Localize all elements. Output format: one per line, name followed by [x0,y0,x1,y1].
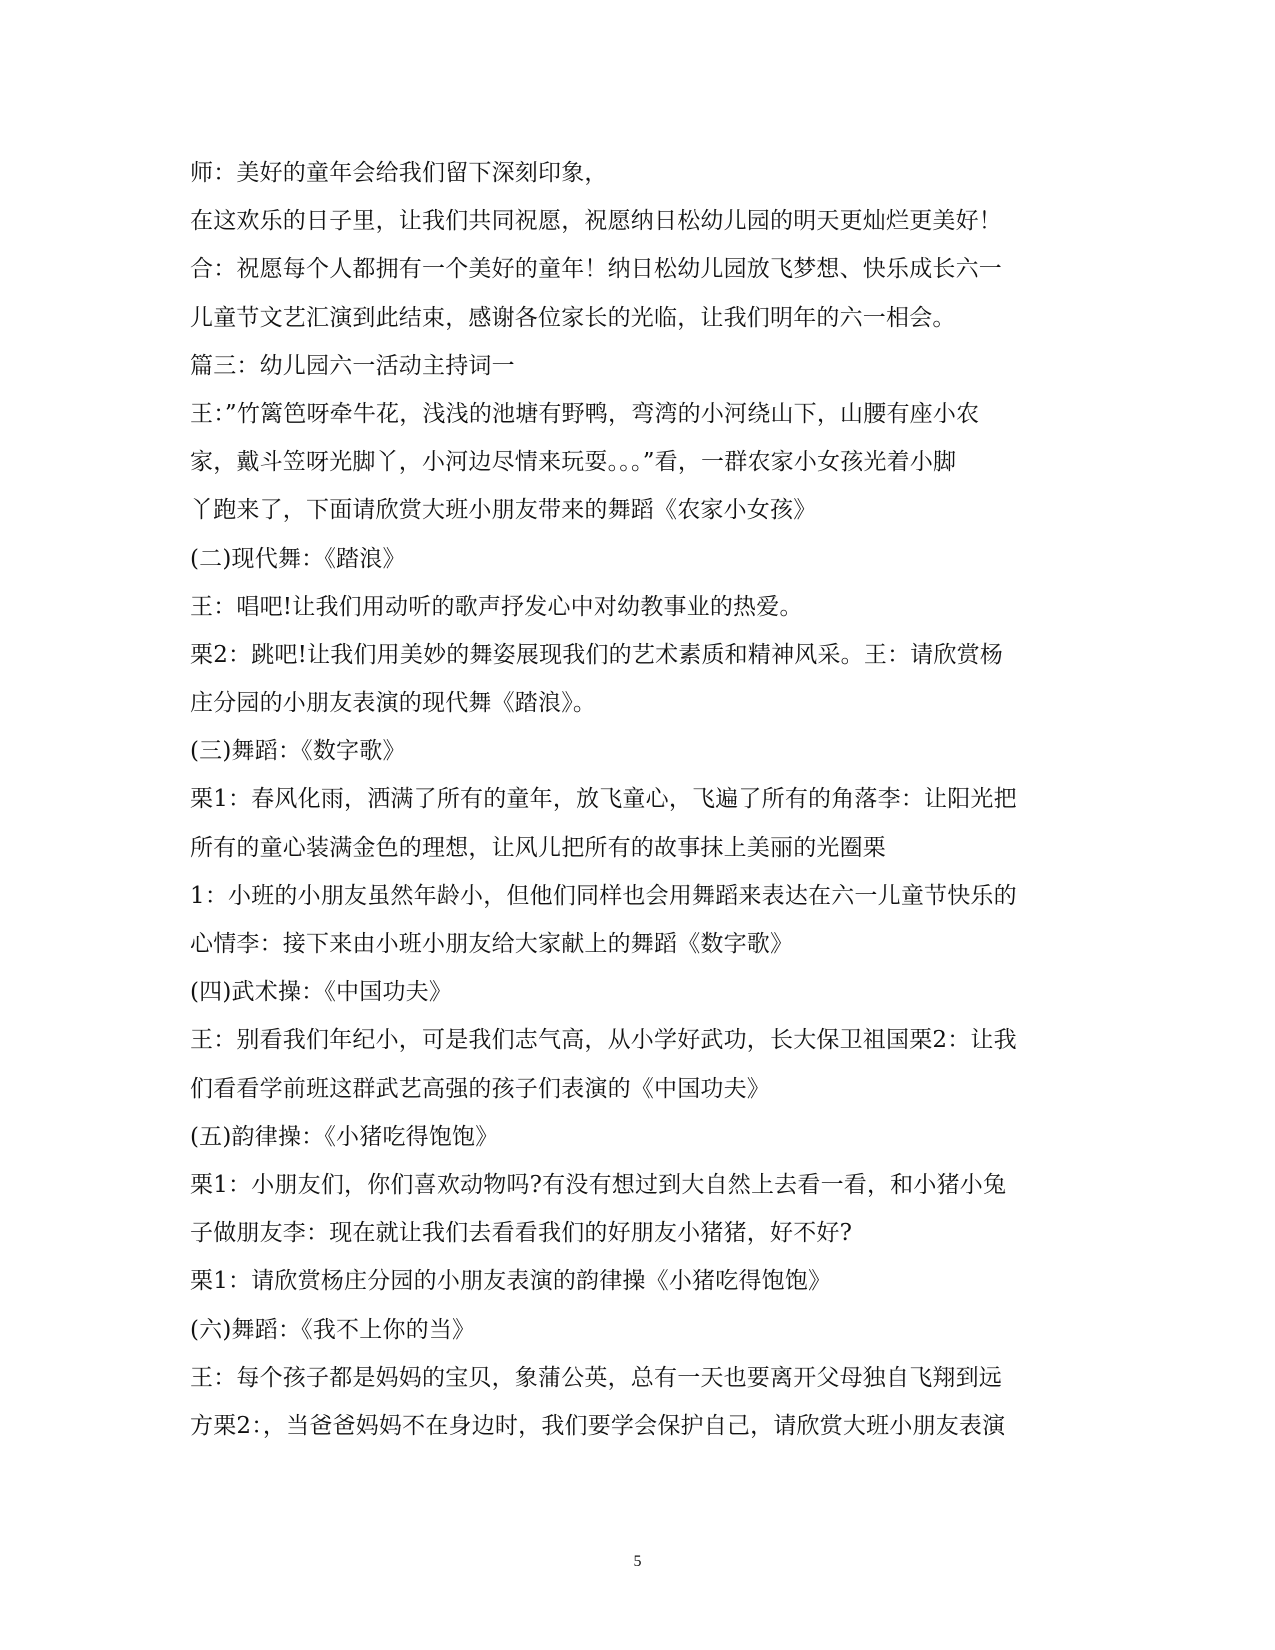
text-line: 栗1：请欣赏杨庄分园的小朋友表演的韵律操《小猪吃得饱饱》 [190,1268,832,1295]
text-line: 庄分园的小朋友表演的现代舞《踏浪》。 [190,690,597,717]
section-heading: 篇三：幼儿园六一活动主持词一 [190,352,515,379]
text-line: 在这欢乐的日子里，让我们共同祝愿，祝愿纳日松幼儿园的明天更灿烂更美好！ [190,208,1002,235]
text-line: 王：”竹篱笆呀牵牛花，浅浅的池塘有野鸭，弯湾的小河绕山下，山腰有座小农 [190,400,980,427]
program-item-heading: (二)现代舞：《踏浪》 [190,545,406,572]
program-item-heading: (三)舞蹈：《数字歌》 [190,738,406,765]
program-item-heading: (六)舞蹈：《我不上你的当》 [190,1316,476,1343]
text-line: 栗1：小朋友们，你们喜欢动物吗?有没有想过到大自然上去看一看，和小猪小兔 [190,1171,1007,1198]
text-line: 子做朋友李：现在就让我们去看看我们的好朋友小猪猪，好不好? [190,1220,853,1247]
text-line: 丫跑来了，下面请欣赏大班小朋友带来的舞蹈《农家小女孩》 [190,497,817,524]
text-line: 方栗2：，当爸爸妈妈不在身边时，我们要学会保护自己，请欣赏大班小朋友表演 [190,1412,1006,1439]
page-number: 5 [633,1553,642,1570]
text-line: 家，戴斗笠呀光脚丫，小河边尽情来玩耍。。。”看，一群农家小女孩光着小脚 [190,449,957,476]
program-item-heading: (五)韵律操：《小猪吃得饱饱》 [190,1123,499,1150]
text-line: 合：祝愿每个人都拥有一个美好的童年！纳日松幼儿园放飞梦想、快乐成长六一 [190,256,1002,283]
text-line: 栗2：跳吧!让我们用美妙的舞姿展现我们的艺术素质和精神风采。王：请欣赏杨 [190,641,1004,668]
text-line: 师：美好的童年会给我们留下深刻印象， [190,160,608,186]
text-line: 儿童节文艺汇演到此结束，感谢各位家长的光临，让我们明年的六一相会。 [190,304,956,331]
document-body [190,149,1080,1450]
text-line: 王：唱吧!让我们用动听的歌声抒发心中对幼教事业的热爱。 [190,593,803,620]
text-line: 王：每个孩子都是妈妈的宝贝，象蒲公英，总有一天也要离开父母独自飞翔到远 [190,1364,1002,1391]
text-line: 栗1：春风化雨，洒满了所有的童年，放飞童心，飞遍了所有的角落李：让阳光把 [190,786,1017,813]
text-line: 们看看学前班这群武艺高强的孩子们表演的《中国功夫》 [190,1075,770,1102]
text-line: 心情李：接下来由小班小朋友给大家献上的舞蹈《数字歌》 [190,931,794,957]
program-item-heading: (四)武术操：《中国功夫》 [190,979,453,1006]
text-line: 王：别看我们年纪小，可是我们志气高，从小学好武功，长大保卫祖国栗2：让我 [190,1027,1017,1054]
text-line: 1：小班的小朋友虽然年龄小，但他们同样也会用舞蹈来表达在六一儿童节快乐的 [190,882,1017,909]
text-line: 所有的童心装满金色的理想，让风儿把所有的故事抹上美丽的光圈栗 [190,834,886,861]
